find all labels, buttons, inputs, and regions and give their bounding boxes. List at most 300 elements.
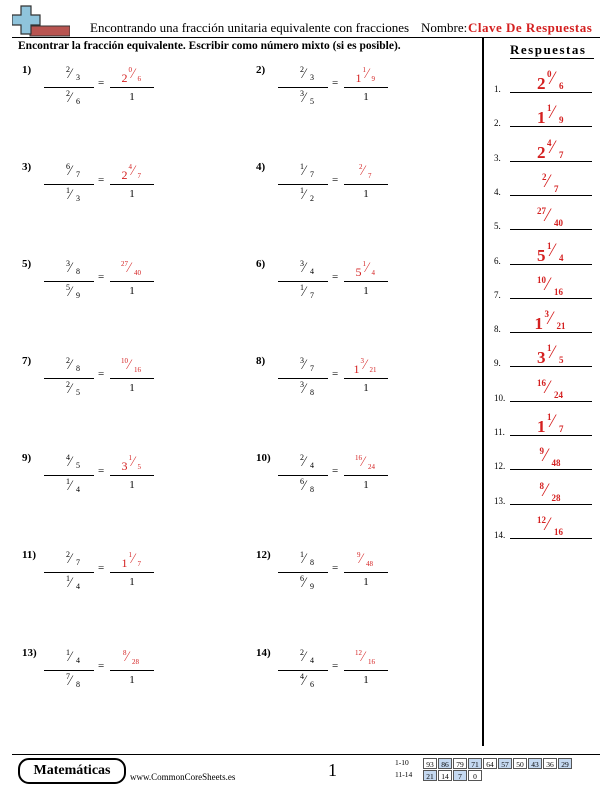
top-fraction [54, 650, 94, 668]
denominator: 7 [310, 170, 314, 179]
problem-12 [256, 547, 456, 607]
equals-sign: = [332, 368, 339, 380]
answer-denominator: 21 [556, 321, 566, 332]
problem-number: 12) [256, 549, 271, 561]
bottom-fraction [288, 91, 328, 109]
fraction-bar [344, 670, 388, 671]
answer-denominator: 7 [554, 183, 559, 194]
denominator: 5 [76, 461, 80, 470]
complex-fraction [278, 355, 328, 401]
fraction-slash: ⁄ [303, 381, 306, 397]
answer-key-label: Clave De Respuestas [468, 20, 593, 35]
name-label: Nombre: [421, 20, 468, 35]
answer-value [110, 260, 154, 280]
answer-whole: 5 [355, 265, 362, 279]
answer-numerator: 9 [357, 551, 361, 559]
top-fraction [54, 67, 94, 85]
answer-item-10 [494, 376, 604, 409]
fraction-bar [110, 572, 154, 573]
problem-number: 13) [22, 647, 37, 659]
denominator: 9 [310, 582, 314, 591]
answer-value [344, 66, 388, 86]
numerator: 4 [66, 453, 70, 462]
equals-sign: = [98, 660, 105, 672]
denominator: 6 [76, 97, 80, 106]
numerator: 5 [66, 283, 70, 292]
answer-fraction [110, 549, 154, 595]
answer-value [110, 357, 154, 377]
answer-fraction [344, 549, 388, 595]
score-cell: 29 [558, 758, 572, 769]
fraction-slash: ⁄ [548, 308, 552, 330]
fraction-bar [44, 572, 94, 573]
top-fraction [288, 552, 328, 570]
complex-fraction [44, 355, 94, 401]
top-fraction [54, 358, 94, 376]
answer-numerator: 1 [128, 551, 132, 559]
fraction-slash: ⁄ [303, 66, 306, 82]
fraction-slash: ⁄ [551, 239, 554, 261]
numerator: 2 [66, 550, 70, 559]
denominator-one: 1 [363, 479, 369, 491]
answer-whole: 1 [355, 71, 362, 85]
fraction-bar [278, 184, 328, 185]
bottom-fraction [54, 285, 94, 303]
problem-number: 5) [22, 258, 32, 270]
problem-4 [256, 159, 456, 219]
answer-value [344, 260, 388, 280]
denominator: 8 [76, 267, 80, 276]
answer-value [510, 377, 592, 401]
answer-numerator: 4 [547, 137, 552, 148]
fraction-slash: ⁄ [69, 66, 72, 82]
answer-denominator: 9 [371, 75, 375, 83]
fraction-bar [344, 87, 388, 88]
fraction-bar [110, 281, 154, 282]
numerator: 7 [66, 672, 70, 681]
score-cell: 7 [453, 770, 467, 781]
denominator: 7 [310, 364, 314, 373]
fraction-bar [344, 281, 388, 282]
top-fraction [54, 552, 94, 570]
complex-fraction [278, 64, 328, 110]
answer-value [110, 649, 154, 669]
numerator: 2 [66, 380, 70, 389]
fraction-slash: ⁄ [363, 357, 366, 373]
denominator: 8 [310, 485, 314, 494]
answer-whole: 2 [537, 74, 546, 93]
answer-label: 13. [494, 495, 506, 506]
answer-label: 9. [494, 358, 501, 369]
fraction-slash: ⁄ [69, 649, 72, 665]
answer-fraction [110, 452, 154, 498]
answer-denominator: 24 [368, 463, 375, 471]
answer-denominator: 7 [559, 149, 564, 160]
answer-fraction [344, 647, 388, 693]
score-range: 11-14 [395, 770, 413, 779]
answer-fraction [344, 355, 388, 401]
answer-value [510, 205, 592, 229]
fraction-slash: ⁄ [69, 575, 72, 591]
answer-value [510, 480, 592, 504]
equals-sign: = [332, 77, 339, 89]
fraction-bar [278, 670, 328, 671]
complex-fraction [44, 549, 94, 595]
fraction-slash: ⁄ [69, 478, 72, 494]
problem-1 [22, 62, 222, 122]
numerator: 2 [66, 356, 70, 365]
numerator: 1 [300, 550, 304, 559]
bottom-fraction [54, 576, 94, 594]
fraction-slash: ⁄ [69, 673, 72, 689]
problem-11 [22, 547, 222, 607]
answer-value [110, 163, 154, 183]
answer-value [110, 66, 154, 86]
answers-column-divider [482, 38, 484, 746]
denominator: 5 [310, 97, 314, 106]
fraction-slash: ⁄ [551, 342, 554, 364]
answer-value [510, 137, 592, 161]
website-link[interactable]: www.CommonCoreSheets.es [130, 772, 236, 782]
problem-number: 1) [22, 64, 32, 76]
fraction-slash: ⁄ [69, 284, 72, 300]
numerator: 1 [66, 574, 70, 583]
fraction-bar [110, 475, 154, 476]
fraction-slash: ⁄ [303, 90, 306, 106]
answer-line [510, 229, 592, 230]
fraction-bar [44, 475, 94, 476]
answer-item-2 [494, 104, 604, 134]
problem-3 [22, 159, 222, 219]
equals-sign: = [98, 271, 105, 283]
denominator: 4 [76, 582, 80, 591]
answer-numerator: 2 [542, 171, 547, 182]
answer-denominator: 40 [134, 269, 141, 277]
answer-numerator: 8 [539, 480, 544, 491]
fraction-slash: ⁄ [128, 260, 131, 276]
answer-whole: 3 [121, 459, 128, 473]
fraction-bar [278, 87, 328, 88]
answer-denominator: 9 [559, 115, 564, 126]
answer-fraction [110, 161, 154, 207]
denominator: 4 [310, 656, 314, 665]
answer-label: 11. [494, 427, 505, 437]
fraction-bar [344, 475, 388, 476]
answer-denominator: 16 [134, 366, 141, 374]
fraction-slash: ⁄ [303, 551, 306, 567]
fraction-slash: ⁄ [365, 260, 368, 276]
score-range: 1-10 [395, 758, 409, 767]
answers-title-underline [510, 58, 594, 59]
answer-item-8 [494, 310, 604, 340]
problem-5 [22, 256, 222, 316]
numerator: 1 [300, 186, 304, 195]
fraction-slash: ⁄ [69, 187, 72, 203]
answer-line [510, 161, 592, 162]
answer-whole: 3 [537, 348, 546, 368]
answer-item-11 [494, 413, 604, 443]
fraction-slash: ⁄ [69, 454, 72, 470]
fraction-bar [110, 184, 154, 185]
answer-line [510, 126, 592, 127]
answer-numerator: 3 [360, 357, 364, 365]
answer-value [510, 445, 592, 469]
top-fraction [54, 261, 94, 279]
answer-value [510, 308, 592, 332]
top-fraction [54, 455, 94, 473]
fraction-slash: ⁄ [362, 163, 365, 179]
answer-numerator: 27 [537, 206, 546, 217]
numerator: 3 [300, 259, 304, 268]
bottom-fraction [54, 479, 94, 497]
answer-denominator: 16 [554, 286, 563, 297]
answer-numerator: 1 [547, 240, 552, 251]
answer-whole: 1 [537, 108, 546, 128]
denominator: 3 [76, 194, 80, 203]
answer-whole: 2 [537, 142, 546, 162]
answer-fraction [110, 64, 154, 110]
answer-fraction [110, 355, 154, 401]
top-fraction [54, 164, 94, 182]
problem-9 [22, 450, 222, 510]
answer-value [510, 68, 592, 92]
answer-numerator: 1 [547, 412, 552, 422]
answer-numerator: 1 [547, 343, 552, 354]
fraction-slash: ⁄ [128, 357, 131, 373]
denominator-one: 1 [129, 576, 135, 588]
answer-numerator: 10 [121, 357, 128, 365]
answer-value [110, 454, 154, 474]
answer-line [510, 264, 592, 265]
fraction-slash: ⁄ [69, 551, 72, 567]
numerator: 3 [66, 259, 70, 268]
fraction-bar [278, 281, 328, 282]
plus-cross-logo-icon [12, 4, 70, 38]
complex-fraction [278, 549, 328, 595]
answer-value [510, 171, 592, 195]
numerator: 1 [66, 648, 70, 657]
fraction-slash: ⁄ [303, 163, 306, 179]
answer-label: 6. [494, 255, 501, 266]
denominator: 4 [310, 267, 314, 276]
answers-title: Respuestas [510, 42, 587, 57]
problem-number: 4) [256, 161, 266, 173]
fraction-slash: ⁄ [546, 273, 549, 295]
answer-numerator: 8 [123, 649, 127, 657]
answer-numerator: 12 [537, 514, 546, 525]
answer-numerator: 16 [355, 454, 362, 462]
bottom-fraction [54, 382, 94, 400]
problem-7 [22, 353, 222, 413]
answer-value [344, 551, 388, 571]
answer-fraction [110, 258, 154, 304]
answer-label: 8. [494, 324, 501, 335]
equals-sign: = [332, 660, 339, 672]
answer-numerator: 9 [539, 446, 544, 457]
answer-line [510, 401, 592, 402]
fraction-slash: ⁄ [131, 163, 134, 179]
problem-14 [256, 645, 456, 705]
answer-denominator: 5 [559, 355, 564, 366]
answer-whole: 5 [537, 245, 546, 265]
answer-numerator: 2 [359, 163, 363, 171]
answer-value [510, 514, 592, 538]
fraction-slash: ⁄ [546, 513, 549, 535]
denominator-one: 1 [363, 382, 369, 394]
answer-value [344, 649, 388, 669]
bottom-fraction [288, 188, 328, 206]
answer-item-13 [494, 479, 604, 512]
fraction-slash: ⁄ [303, 260, 306, 276]
answer-numerator: 0 [128, 66, 132, 74]
fraction-bar [44, 281, 94, 282]
answer-item-9 [494, 344, 604, 374]
numerator: 2 [300, 453, 304, 462]
answer-denominator: 6 [559, 81, 564, 91]
fraction-slash: ⁄ [303, 478, 306, 494]
numerator: 3 [300, 89, 304, 98]
answer-numerator: 16 [537, 377, 546, 388]
answer-numerator: 1 [128, 454, 132, 462]
answer-denominator: 24 [554, 389, 563, 400]
answer-line [510, 92, 592, 93]
answer-fraction [344, 452, 388, 498]
denominator: 7 [76, 558, 80, 567]
numerator: 3 [300, 380, 304, 389]
fraction-slash: ⁄ [69, 90, 72, 106]
denominator: 6 [310, 680, 314, 689]
denominator: 4 [76, 656, 80, 665]
fraction-bar [110, 670, 154, 671]
complex-fraction [44, 258, 94, 304]
answer-denominator: 4 [371, 269, 375, 277]
answer-label: 2. [494, 118, 501, 129]
denominator: 9 [76, 291, 80, 300]
denominator: 8 [310, 558, 314, 567]
fraction-slash: ⁄ [69, 163, 72, 179]
numerator: 1 [300, 283, 304, 292]
complex-fraction [278, 647, 328, 693]
answer-denominator: 16 [554, 526, 563, 537]
fraction-slash: ⁄ [131, 454, 134, 470]
numerator: 1 [66, 477, 70, 486]
answer-denominator: 7 [368, 172, 372, 180]
denominator-one: 1 [363, 91, 369, 103]
numerator: 6 [300, 574, 304, 583]
denominator: 3 [76, 73, 80, 82]
answer-whole: 2 [121, 71, 128, 85]
answer-denominator: 48 [551, 458, 561, 469]
answer-label: 1. [494, 84, 501, 94]
answer-item-14 [494, 513, 604, 546]
answer-numerator: 27 [121, 260, 128, 268]
numerator: 2 [300, 65, 304, 74]
numerator: 2 [300, 648, 304, 657]
problem-number: 3) [22, 161, 32, 173]
score-cell: 43 [528, 758, 542, 769]
complex-fraction [44, 161, 94, 207]
problem-6 [256, 256, 456, 316]
answer-whole: 1 [121, 556, 128, 570]
score-cell: 86 [438, 758, 452, 769]
answer-whole: 1 [353, 362, 360, 376]
fraction-slash: ⁄ [303, 187, 306, 203]
fraction-bar [278, 572, 328, 573]
numerator: 2 [66, 65, 70, 74]
score-cell: 50 [513, 758, 527, 769]
answer-item-1 [494, 70, 604, 100]
denominator-one: 1 [363, 576, 369, 588]
fraction-bar [110, 378, 154, 379]
denominator-one: 1 [363, 188, 369, 200]
fraction-slash: ⁄ [69, 381, 72, 397]
answer-fraction [344, 64, 388, 110]
fraction-slash: ⁄ [126, 649, 129, 665]
fraction-slash: ⁄ [69, 260, 72, 276]
answer-whole: 2 [121, 168, 128, 182]
denominator-one: 1 [129, 285, 135, 297]
fraction-slash: ⁄ [551, 68, 554, 89]
answer-denominator: 16 [368, 658, 375, 666]
score-cell: 21 [423, 770, 437, 781]
answer-fraction [344, 161, 388, 207]
numerator: 3 [300, 356, 304, 365]
problem-number: 11) [22, 549, 37, 561]
answer-fraction [344, 258, 388, 304]
answer-value [510, 240, 592, 264]
complex-fraction [44, 647, 94, 693]
answer-line [510, 538, 592, 539]
equals-sign: = [98, 77, 105, 89]
answer-value [110, 551, 154, 571]
page-number: 1 [328, 760, 337, 780]
fraction-slash: ⁄ [551, 136, 554, 158]
problem-number: 9) [22, 452, 32, 464]
answer-whole: 1 [534, 314, 543, 334]
fraction-slash: ⁄ [543, 479, 547, 501]
fraction-slash: ⁄ [303, 357, 306, 373]
equals-sign: = [332, 465, 339, 477]
fraction-slash: ⁄ [365, 66, 368, 82]
answer-item-4 [494, 170, 604, 203]
answer-denominator: 28 [551, 492, 561, 503]
score-cell: 0 [468, 770, 482, 781]
answer-line [510, 332, 592, 333]
answer-item-12 [494, 447, 604, 477]
answer-value [510, 274, 592, 298]
complex-fraction [44, 64, 94, 110]
fraction-slash: ⁄ [303, 575, 306, 591]
fraction-bar [44, 670, 94, 671]
score-cell: 71 [468, 758, 482, 769]
fraction-bar [278, 475, 328, 476]
numerator: 2 [66, 89, 70, 98]
answer-denominator: 5 [137, 463, 141, 471]
answer-denominator: 7 [559, 424, 564, 434]
fraction-slash: ⁄ [362, 454, 365, 470]
answer-value [344, 454, 388, 474]
answer-line [510, 195, 592, 196]
bottom-fraction [54, 188, 94, 206]
answer-line [510, 504, 592, 505]
denominator-one: 1 [129, 91, 135, 103]
answer-numerator: 10 [537, 274, 546, 285]
answer-line [510, 298, 592, 299]
numerator: 6 [300, 477, 304, 486]
problem-number: 7) [22, 355, 32, 367]
fraction-bar [344, 572, 388, 573]
denominator-one: 1 [129, 382, 135, 394]
